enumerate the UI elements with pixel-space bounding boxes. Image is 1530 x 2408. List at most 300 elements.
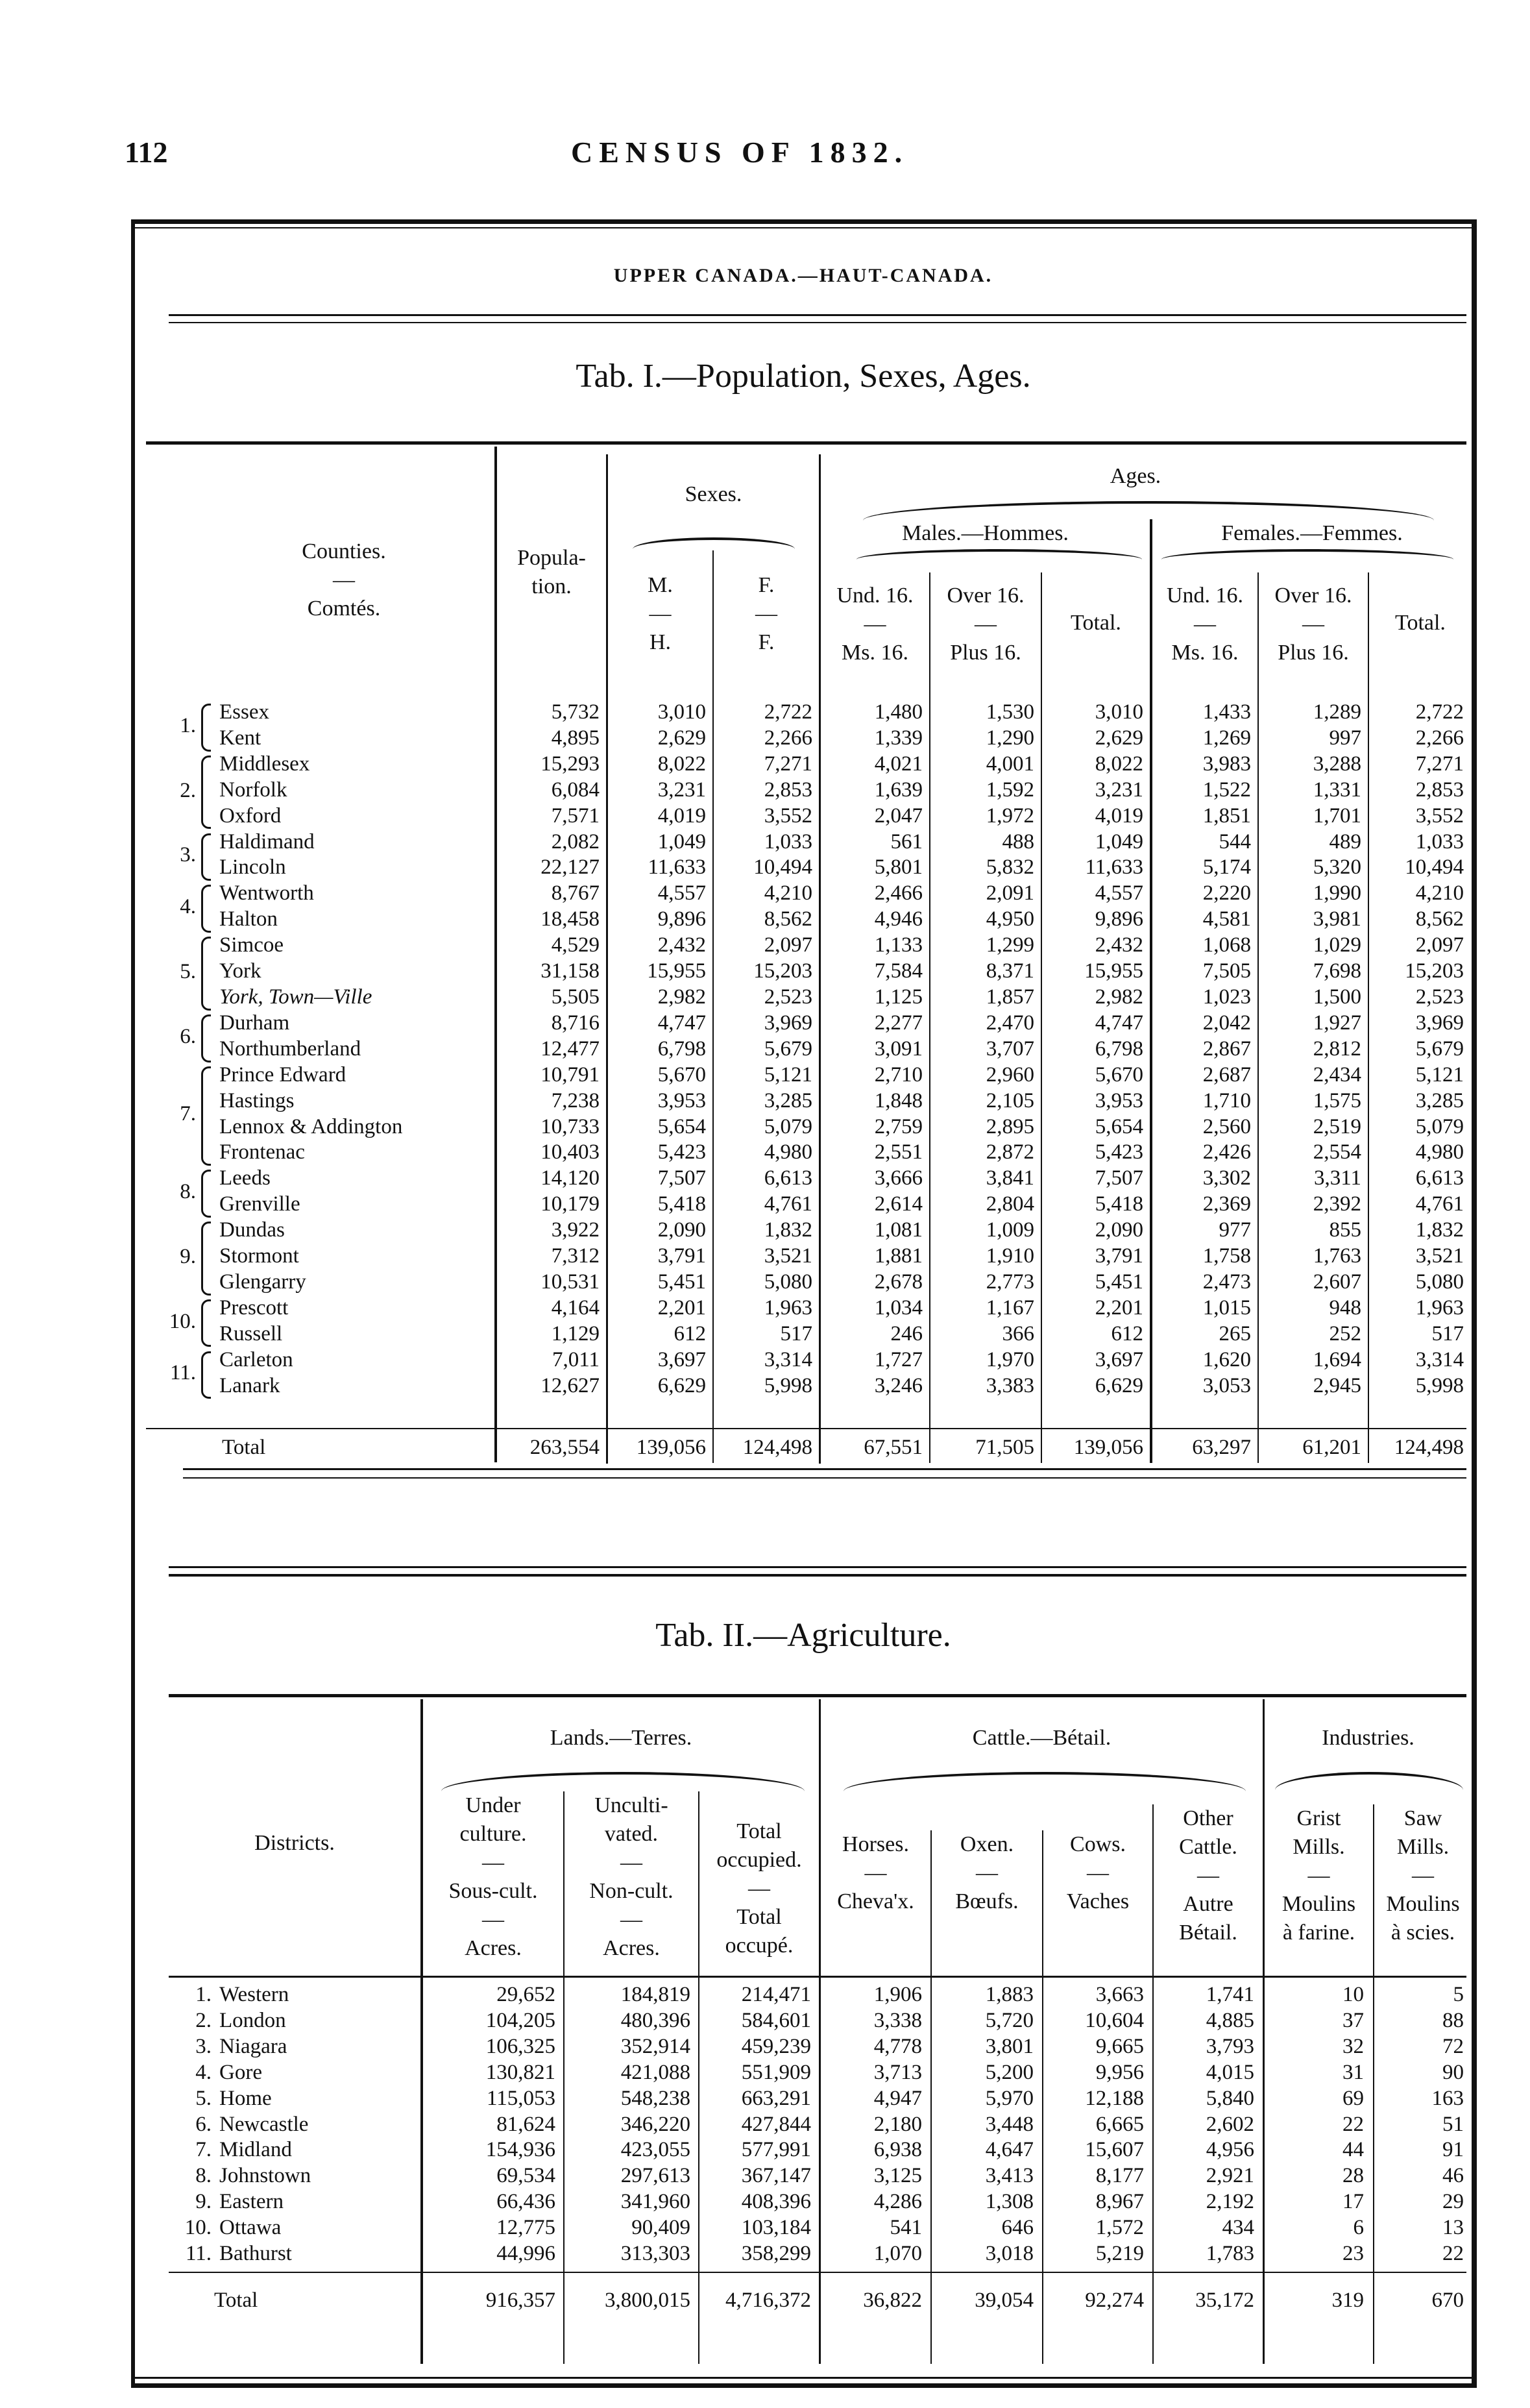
- cell-mt: 5,418: [1095, 1192, 1143, 1216]
- cell-under: 104,205: [485, 2008, 555, 2032]
- county-group-brace: [201, 1066, 211, 1166]
- cell-uncult: 313,303: [620, 2242, 690, 2266]
- cell-m: 5,423: [657, 1140, 706, 1164]
- cell-fo: 2,434: [1313, 1063, 1361, 1087]
- cell-pop: 12,477: [540, 1037, 600, 1061]
- cell-oxen: 3,413: [985, 2164, 1034, 2188]
- cell-fo: 1,331: [1313, 778, 1361, 802]
- cell-f: 1,963: [764, 1296, 812, 1320]
- table-row: [214, 1063, 1472, 1088]
- cell-horses: 6,938: [873, 2138, 922, 2162]
- cell-m: 9,896: [657, 907, 706, 931]
- cell-fo: 1,289: [1313, 700, 1361, 724]
- cell-m: 5,418: [657, 1192, 706, 1216]
- table-row: [214, 881, 1472, 907]
- cell-mt: 5,451: [1095, 1270, 1143, 1294]
- t1-total-ft: 124,498: [1394, 1435, 1464, 1459]
- cell-mu: 1,639: [874, 778, 923, 802]
- cell-mt: 3,010: [1095, 700, 1143, 724]
- table-row: [169, 2086, 1472, 2112]
- cell-grist: 23: [1342, 2242, 1364, 2266]
- cell-fu: 1,522: [1202, 778, 1251, 802]
- cell-horses: 3,338: [873, 2008, 922, 2032]
- cell-fu: 2,220: [1202, 881, 1251, 905]
- cell-fu: 1,851: [1202, 804, 1251, 828]
- frame-bottom-rule-thin: [131, 2377, 1477, 2379]
- cell-m: 3,953: [657, 1088, 706, 1112]
- cell-pop: 7,571: [551, 804, 600, 828]
- cell-fu: 3,983: [1202, 752, 1251, 776]
- district-number: 9.: [195, 2190, 212, 2214]
- table-row: [214, 1140, 1472, 1166]
- cell-uncult: 548,238: [620, 2086, 690, 2110]
- cell-mt: 8,022: [1095, 752, 1143, 776]
- cell-ft: 10,494: [1405, 855, 1464, 879]
- cell-fo: 1,990: [1313, 881, 1361, 905]
- cell-pop: 10,179: [540, 1192, 600, 1216]
- table-row: [214, 907, 1472, 933]
- t2-header-saw: Saw Mills. — Moulins à scies.: [1386, 1806, 1460, 1945]
- cell-fu: 2,042: [1202, 1011, 1251, 1035]
- cell-f: 4,980: [764, 1140, 812, 1164]
- table-row: [214, 700, 1472, 726]
- cell-oxen: 3,801: [985, 2034, 1034, 2058]
- t1-total-fu: 63,297: [1192, 1435, 1251, 1459]
- cell-oxen: 5,720: [985, 2008, 1034, 2032]
- county-name: Essex: [219, 700, 269, 724]
- district-number: 4.: [195, 2060, 212, 2084]
- cell-fu: 2,426: [1202, 1140, 1251, 1164]
- t2-header-horses: Horses. — Cheva'x.: [837, 1832, 914, 1913]
- region-rule-2: [169, 322, 1466, 323]
- district-number: 10.: [184, 2216, 212, 2240]
- cell-saw: 29: [1442, 2190, 1464, 2214]
- cell-oxen: 3,448: [985, 2112, 1034, 2136]
- cell-oxen: 3,018: [985, 2242, 1034, 2266]
- cell-pop: 6,084: [551, 778, 600, 802]
- t2-header-districts: Districts.: [254, 1831, 335, 1855]
- cell-mo: 3,383: [986, 1373, 1034, 1397]
- county-name: Lincoln: [219, 855, 286, 879]
- cell-m: 2,629: [657, 726, 706, 750]
- cell-mo: 3,707: [986, 1037, 1034, 1061]
- cell-total: 408,396: [741, 2190, 811, 2214]
- table-row: [169, 2163, 1472, 2189]
- cell-m: 3,010: [657, 700, 706, 724]
- cell-ft: 5,998: [1415, 1373, 1464, 1397]
- t1-header-population: Popula- tion.: [517, 546, 586, 598]
- cell-uncult: 341,960: [620, 2190, 690, 2214]
- table-row: [214, 1192, 1472, 1218]
- cell-m: 1,049: [657, 829, 706, 854]
- cell-mt: 3,697: [1095, 1347, 1143, 1371]
- cell-fu: 2,473: [1202, 1270, 1251, 1294]
- t2-total-horses: 36,822: [863, 2288, 922, 2312]
- t1-total-m: 139,056: [636, 1435, 706, 1459]
- t1-header-f: F. — F.: [755, 573, 777, 654]
- cell-ft: 4,761: [1415, 1192, 1464, 1216]
- cell-under: 130,821: [485, 2060, 555, 2084]
- t1-total-pop: 263,554: [529, 1435, 600, 1459]
- cell-pop: 4,529: [551, 933, 600, 957]
- district-name: Gore: [219, 2060, 262, 2084]
- table-row: [169, 2241, 1472, 2267]
- cell-m: 5,670: [657, 1063, 706, 1087]
- cell-horses: 4,286: [873, 2190, 922, 2214]
- t1-total-f: 124,498: [742, 1435, 812, 1459]
- cell-under: 12,775: [496, 2216, 555, 2240]
- cell-mt: 4,557: [1095, 881, 1143, 905]
- region-heading: UPPER CANADA.—HAUT-CANADA.: [613, 265, 993, 286]
- cell-ft: 15,203: [1405, 959, 1464, 983]
- cell-mu: 1,133: [874, 933, 923, 957]
- table-row: [169, 1982, 1472, 2008]
- cell-f: 1,832: [764, 1218, 812, 1242]
- t1-total-mo: 71,505: [975, 1435, 1034, 1459]
- cell-fu: 1,620: [1202, 1347, 1251, 1371]
- cell-mt: 2,982: [1095, 985, 1143, 1009]
- cell-fo: 3,981: [1313, 907, 1361, 931]
- cell-grist: 22: [1342, 2112, 1364, 2136]
- frame-right-rule: [1472, 219, 1477, 2387]
- cell-grist: 28: [1342, 2164, 1364, 2188]
- cell-cows: 5,219: [1095, 2242, 1144, 2266]
- cell-pop: 7,312: [551, 1244, 600, 1268]
- cell-pop: 8,767: [551, 881, 600, 905]
- cell-fo: 2,607: [1313, 1270, 1361, 1294]
- t1-header-sexes: Sexes.: [685, 482, 742, 506]
- cell-fu: 2,560: [1202, 1114, 1251, 1138]
- district-number: 1.: [195, 1983, 212, 2006]
- district-name: Niagara: [219, 2034, 287, 2058]
- table-row: [214, 1114, 1472, 1140]
- table-row: [169, 2060, 1472, 2086]
- cell-f: 3,552: [764, 804, 812, 828]
- table-row: [214, 933, 1472, 959]
- cell-mt: 7,507: [1095, 1166, 1143, 1190]
- cell-pop: 5,505: [551, 985, 600, 1009]
- cell-ft: 5,079: [1415, 1114, 1464, 1138]
- cell-total: 577,991: [741, 2138, 811, 2162]
- cell-mu: 2,710: [874, 1063, 923, 1087]
- cell-mt: 2,432: [1095, 933, 1143, 957]
- cell-pop: 18,458: [540, 907, 600, 931]
- t2-header-grist: Grist Mills. — Moulins à farine.: [1281, 1806, 1356, 1945]
- cell-m: 5,451: [657, 1270, 706, 1294]
- county-group-brace: [201, 1222, 211, 1296]
- county-name: Norfolk: [219, 778, 287, 802]
- cell-horses: 4,947: [873, 2086, 922, 2110]
- cell-mt: 15,955: [1084, 959, 1143, 983]
- cell-mt: 4,019: [1095, 804, 1143, 828]
- cell-mu: 3,246: [874, 1373, 923, 1397]
- cell-fo: 1,029: [1313, 933, 1361, 957]
- cell-uncult: 184,819: [620, 1983, 690, 2006]
- cell-m: 3,697: [657, 1347, 706, 1371]
- cell-fo: 2,392: [1313, 1192, 1361, 1216]
- cell-m: 6,798: [657, 1037, 706, 1061]
- cell-m: 7,507: [657, 1166, 706, 1190]
- cell-fo: 1,500: [1313, 985, 1361, 1009]
- cell-fo: 3,288: [1313, 752, 1361, 776]
- cell-uncult: 480,396: [620, 2008, 690, 2032]
- cell-mu: 1,125: [874, 985, 923, 1009]
- cell-ft: 517: [1431, 1321, 1464, 1345]
- cell-fu: 3,053: [1202, 1373, 1251, 1397]
- cell-f: 2,266: [764, 726, 812, 750]
- cell-saw: 88: [1442, 2008, 1464, 2032]
- cell-f: 1,033: [764, 829, 812, 854]
- cell-uncult: 423,055: [620, 2138, 690, 2162]
- cell-m: 2,090: [657, 1218, 706, 1242]
- cell-mu: 1,034: [874, 1296, 923, 1320]
- county-group-number: 6.: [180, 1024, 196, 1048]
- cell-fo: 5,320: [1313, 855, 1361, 879]
- cell-m: 4,557: [657, 881, 706, 905]
- t2-total-other: 35,172: [1195, 2288, 1254, 2312]
- county-name: Glengarry: [219, 1270, 306, 1294]
- cell-mu: 1,848: [874, 1088, 923, 1112]
- running-title: CENSUS OF 1832.: [571, 136, 909, 169]
- cell-mo: 1,592: [986, 778, 1034, 802]
- cell-mt: 2,201: [1095, 1296, 1143, 1320]
- county-name: Prince Edward: [219, 1063, 346, 1087]
- cell-mu: 7,584: [874, 959, 923, 983]
- table-row: [214, 985, 1472, 1011]
- county-name: Russell: [219, 1321, 283, 1345]
- cell-f: 5,998: [764, 1373, 812, 1397]
- cell-fo: 489: [1329, 829, 1361, 854]
- county-name: Wentworth: [219, 881, 314, 905]
- cell-under: 154,936: [485, 2138, 555, 2162]
- county-name: Lennox & Addington: [219, 1114, 403, 1138]
- district-name: London: [219, 2008, 286, 2032]
- t1-end-rule-1: [183, 1468, 1466, 1470]
- cell-ft: 7,271: [1415, 752, 1464, 776]
- table-row: [214, 1166, 1472, 1192]
- table-row: [214, 804, 1472, 829]
- cell-under: 115,053: [486, 2086, 555, 2110]
- cell-pop: 1,129: [551, 1321, 600, 1345]
- t2-header-cattle: Cattle.—Bétail.: [972, 1726, 1111, 1750]
- district-number: 3.: [195, 2034, 212, 2058]
- cell-mu: 1,339: [874, 726, 923, 750]
- cell-mu: 4,946: [874, 907, 923, 931]
- cell-mu: 2,277: [874, 1011, 923, 1035]
- cell-mo: 1,299: [986, 933, 1034, 957]
- county-group-number: 3.: [180, 843, 196, 867]
- cell-grist: 31: [1342, 2060, 1364, 2084]
- cell-mt: 5,654: [1095, 1114, 1143, 1138]
- cell-fo: 2,812: [1313, 1037, 1361, 1061]
- cell-fu: 1,015: [1202, 1296, 1251, 1320]
- county-name: Grenville: [219, 1192, 300, 1216]
- cell-fo: 1,575: [1313, 1088, 1361, 1112]
- cell-pop: 15,293: [540, 752, 600, 776]
- t2-header-total: Total occupied. — Total occupé.: [716, 1819, 802, 1958]
- district-name: Johnstown: [219, 2164, 311, 2188]
- cell-f: 4,210: [764, 881, 812, 905]
- cell-mu: 2,614: [874, 1192, 923, 1216]
- county-group-brace: [201, 937, 211, 1011]
- t2-header-under: Under culture. — Sous-cult. — Acres.: [448, 1793, 538, 1960]
- frame-top-rule-thin: [131, 227, 1477, 228]
- county-group-number: 11.: [169, 1361, 196, 1385]
- cell-horses: 1,906: [873, 1983, 922, 2006]
- table-row: [214, 1373, 1472, 1399]
- cell-f: 2,853: [764, 778, 812, 802]
- table1-caption: Tab. I.—Population, Sexes, Ages.: [576, 358, 1031, 395]
- cell-f: 5,121: [764, 1063, 812, 1087]
- cell-saw: 72: [1442, 2034, 1464, 2058]
- county-name: Lanark: [219, 1373, 280, 1397]
- cell-mu: 1,881: [874, 1244, 923, 1268]
- cell-pop: 14,120: [540, 1166, 600, 1190]
- cell-ft: 2,853: [1415, 778, 1464, 802]
- county-name: Northumberland: [219, 1037, 361, 1061]
- cell-ft: 8,562: [1415, 907, 1464, 931]
- cell-other: 4,885: [1206, 2008, 1254, 2032]
- cell-ft: 1,963: [1415, 1296, 1464, 1320]
- cell-mu: 561: [890, 829, 923, 854]
- cell-fo: 997: [1329, 726, 1361, 750]
- cell-mo: 2,960: [986, 1063, 1034, 1087]
- t2-total-grist: 319: [1331, 2288, 1364, 2312]
- cell-fo: 855: [1329, 1218, 1361, 1242]
- cell-m: 5,654: [657, 1114, 706, 1138]
- cell-fo: 2,519: [1313, 1114, 1361, 1138]
- t1-total-mu: 67,551: [864, 1435, 923, 1459]
- cell-saw: 46: [1442, 2164, 1464, 2188]
- cell-mo: 4,001: [986, 752, 1034, 776]
- running-head: [0, 135, 1530, 174]
- cell-saw: 22: [1442, 2242, 1464, 2266]
- table-row: [214, 1244, 1472, 1270]
- cell-ft: 3,969: [1415, 1011, 1464, 1035]
- cell-mu: 1,727: [874, 1347, 923, 1371]
- cell-ft: 5,080: [1415, 1270, 1464, 1294]
- cell-mo: 2,470: [986, 1011, 1034, 1035]
- cell-uncult: 346,220: [620, 2112, 690, 2136]
- cell-fu: 544: [1219, 829, 1251, 854]
- cell-uncult: 297,613: [620, 2164, 690, 2188]
- cell-mo: 1,290: [986, 726, 1034, 750]
- t1-body: [214, 700, 1472, 1399]
- county-group-number: 10.: [169, 1309, 196, 1333]
- cell-m: 2,982: [657, 985, 706, 1009]
- t2-total-rule: [169, 2272, 1466, 2273]
- cell-horses: 4,778: [873, 2034, 922, 2058]
- cell-ft: 6,613: [1415, 1166, 1464, 1190]
- cell-mo: 2,895: [986, 1114, 1034, 1138]
- table-row: [169, 2189, 1472, 2215]
- county-name: York: [219, 959, 261, 983]
- cell-mu: 5,801: [874, 855, 923, 879]
- t1-sexes-brace: [633, 537, 795, 549]
- section-rule-2: [169, 1574, 1466, 1577]
- cell-fu: 2,687: [1202, 1063, 1251, 1087]
- cell-f: 10,494: [753, 855, 812, 879]
- cell-cows: 1,572: [1095, 2216, 1144, 2240]
- cell-grist: 69: [1342, 2086, 1364, 2110]
- cell-mo: 1,857: [986, 985, 1034, 1009]
- table1-top-rule: [146, 441, 1466, 445]
- t1-header-females: Females.—Femmes.: [1221, 521, 1403, 545]
- table-row: [214, 1218, 1472, 1244]
- county-name: Oxford: [219, 804, 282, 828]
- cell-mu: 4,021: [874, 752, 923, 776]
- t1-header-female-und16: Und. 16. — Ms. 16.: [1166, 584, 1244, 665]
- cell-mu: 1,081: [874, 1218, 923, 1242]
- cell-m: 612: [674, 1321, 706, 1345]
- cell-ft: 3,285: [1415, 1088, 1464, 1112]
- cell-f: 2,722: [764, 700, 812, 724]
- cell-mo: 2,804: [986, 1192, 1034, 1216]
- cell-horses: 2,180: [873, 2112, 922, 2136]
- page-number: 112: [125, 136, 168, 169]
- county-name: Frontenac: [219, 1140, 305, 1164]
- t2-header-industries: Industries.: [1322, 1726, 1415, 1750]
- cell-ft: 2,266: [1415, 726, 1464, 750]
- district-number: 11.: [185, 2242, 212, 2266]
- cell-pop: 10,791: [540, 1063, 600, 1087]
- cell-total: 427,844: [741, 2112, 811, 2136]
- cell-other: 1,783: [1206, 2242, 1254, 2266]
- cell-mu: 2,678: [874, 1270, 923, 1294]
- t1-header-ages: Ages.: [1110, 464, 1161, 488]
- t2-body: [169, 1982, 1472, 2267]
- cell-fu: 2,867: [1202, 1037, 1251, 1061]
- county-group-number: 5.: [180, 959, 196, 983]
- cell-fo: 2,554: [1313, 1140, 1361, 1164]
- table-row: [214, 1011, 1472, 1037]
- cell-ft: 2,523: [1415, 985, 1464, 1009]
- cell-cows: 10,604: [1085, 2008, 1144, 2032]
- cell-total: 367,147: [741, 2164, 811, 2188]
- cell-m: 8,022: [657, 752, 706, 776]
- cell-fo: 7,698: [1313, 959, 1361, 983]
- t1-males-brace: [856, 549, 1142, 559]
- table-row: [169, 2008, 1472, 2034]
- cell-f: 15,203: [753, 959, 812, 983]
- t1-ages-brace: [863, 501, 1434, 521]
- cell-oxen: 1,883: [985, 1983, 1034, 2006]
- cell-mt: 11,633: [1085, 855, 1143, 879]
- region-rule-1: [169, 314, 1466, 316]
- cell-saw: 91: [1442, 2138, 1464, 2162]
- county-group-number: 1.: [180, 713, 196, 737]
- t2-total-saw: 670: [1431, 2288, 1464, 2312]
- cell-mt: 2,090: [1095, 1218, 1143, 1242]
- cell-m: 3,231: [657, 778, 706, 802]
- t1-total-row: [214, 1431, 1472, 1464]
- cell-ft: 5,121: [1415, 1063, 1464, 1087]
- cell-horses: 541: [890, 2216, 922, 2240]
- t1-header-counties: Counties. — Comtés.: [302, 539, 386, 620]
- cell-fu: 1,758: [1202, 1244, 1251, 1268]
- cell-mo: 2,091: [986, 881, 1034, 905]
- cell-f: 5,079: [764, 1114, 812, 1138]
- cell-mu: 2,759: [874, 1114, 923, 1138]
- cell-mt: 5,670: [1095, 1063, 1143, 1087]
- t2-total-cows: 92,274: [1085, 2288, 1144, 2312]
- frame-left-rule: [131, 219, 135, 2387]
- cell-m: 4,747: [657, 1011, 706, 1035]
- cell-fo: 1,694: [1313, 1347, 1361, 1371]
- table-row: [214, 829, 1472, 855]
- cell-saw: 51: [1442, 2112, 1464, 2136]
- district-number: 5.: [195, 2086, 212, 2110]
